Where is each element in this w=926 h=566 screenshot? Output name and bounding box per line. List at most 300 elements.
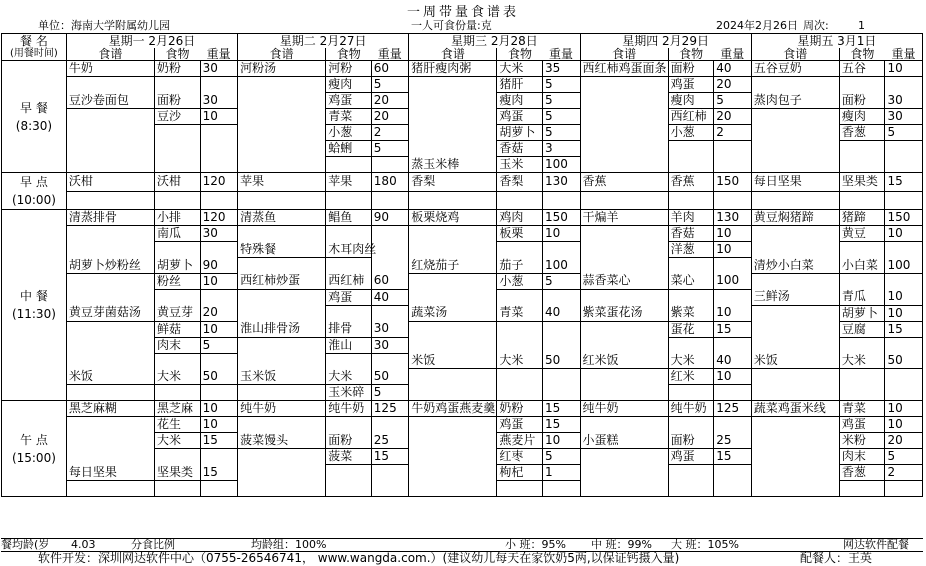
ingredient-name	[154, 289, 200, 305]
dish-name	[751, 305, 839, 321]
dish-name	[66, 77, 154, 93]
ingredient-weight	[714, 385, 751, 401]
ingredient-name	[154, 141, 200, 157]
ingredient-weight: 50	[885, 353, 923, 369]
ingredient-name: 瘦肉	[839, 109, 885, 125]
ingredient-weight: 30	[371, 337, 408, 353]
ingredient-weight	[885, 191, 923, 210]
dish-name	[409, 433, 497, 449]
ingredient-weight: 10	[885, 305, 923, 321]
table-row	[2, 289, 923, 305]
dish-name	[66, 226, 154, 242]
dish-name	[409, 273, 497, 289]
ingredient-weight: 100	[543, 258, 580, 274]
dish-name	[238, 125, 326, 141]
dish-name	[409, 337, 497, 353]
ingredient-name: 菜心	[668, 273, 714, 289]
meal-name: 早 点	[20, 175, 48, 189]
dish-name: 特殊餐	[238, 242, 326, 258]
ingredient-weight: 2	[885, 465, 923, 481]
ingredient-weight	[543, 481, 580, 497]
dish-name	[409, 465, 497, 481]
ingredient-weight: 10	[885, 401, 923, 417]
dish-name: 小蛋糕	[580, 433, 668, 449]
ingredient-name	[839, 157, 885, 173]
ingredient-weight: 50	[371, 369, 408, 385]
ingredient-name: 豆沙	[154, 109, 200, 125]
meal-name: 午 点	[20, 432, 48, 447]
avg-age-value: 4.03	[71, 538, 96, 551]
ingredient-name: 小葱	[668, 125, 714, 141]
ingredient-name: 黄豆	[839, 226, 885, 242]
ingredient-weight	[200, 141, 237, 157]
dish-name	[66, 433, 154, 449]
ingredient-name	[326, 465, 372, 481]
ingredient-weight: 100	[885, 258, 923, 274]
ingredient-weight: 10	[714, 305, 751, 321]
table-row	[2, 321, 923, 337]
dish-name	[751, 465, 839, 481]
dish-name	[580, 258, 668, 274]
dish-name: 每日坚果	[66, 465, 154, 481]
ingredient-name	[497, 321, 543, 337]
ingredient-weight: 15	[714, 449, 751, 465]
ingredient-name: 面粉	[326, 433, 372, 449]
table-row	[2, 337, 923, 353]
ingredient-weight: 50	[200, 369, 237, 385]
meal-label	[2, 173, 67, 210]
header-row-columns	[2, 48, 923, 61]
ingredient-weight	[543, 242, 580, 258]
ingredient-weight: 25	[371, 433, 408, 449]
ingredient-name	[326, 305, 372, 321]
dish-name: 菠菜馒头	[238, 433, 326, 449]
dish-name	[238, 337, 326, 353]
ingredient-name: 排骨	[326, 321, 372, 337]
small-class-ratio: 小 班：95%	[505, 538, 566, 551]
ingredient-name: 鲜菇	[154, 321, 200, 337]
ingredient-name: 淮山	[326, 337, 372, 353]
ingredient-name	[839, 77, 885, 93]
ingredient-name: 香菇	[497, 141, 543, 157]
ingredient-name: 坚果类	[154, 465, 200, 481]
ingredient-weight: 100	[543, 157, 580, 173]
week-label: 周次:	[803, 19, 829, 32]
dish-name	[751, 481, 839, 497]
dish-name	[580, 337, 668, 353]
ingredient-weight	[371, 305, 408, 321]
table-row	[2, 273, 923, 289]
ingredient-name: 河粉	[326, 61, 372, 77]
column-header-ingredient: 食物	[668, 48, 714, 61]
ingredient-name: 香菇	[668, 226, 714, 242]
ingredient-name: 花生	[154, 417, 200, 433]
dish-name: 西红柿鸡蛋面条	[580, 61, 668, 77]
ingredient-weight: 150	[714, 173, 751, 192]
dish-name	[751, 273, 839, 289]
ingredient-weight	[885, 369, 923, 385]
ingredient-weight: 5	[200, 337, 237, 353]
ingredient-name: 西红柿	[326, 273, 372, 289]
dish-name	[66, 141, 154, 157]
dish-name	[751, 369, 839, 385]
dish-name: 五谷豆奶	[751, 61, 839, 77]
dish-name	[238, 93, 326, 109]
ingredient-weight: 10	[200, 109, 237, 125]
ingredient-weight	[200, 77, 237, 93]
ingredient-name: 燕麦片	[497, 433, 543, 449]
ingredient-weight: 40	[371, 289, 408, 305]
dish-name	[238, 109, 326, 125]
dish-name	[409, 141, 497, 157]
ingredient-weight: 180	[371, 173, 408, 192]
ingredient-weight: 15	[200, 465, 237, 481]
ingredient-name	[668, 157, 714, 173]
meal-time: (11:30)	[11, 307, 56, 321]
ingredient-weight	[714, 258, 751, 274]
ingredient-name	[154, 353, 200, 369]
dish-name: 清蒸鱼	[238, 210, 326, 226]
ingredient-name	[326, 226, 372, 242]
dish-name: 黄豆焖猪蹄	[751, 210, 839, 226]
ingredient-weight: 10	[200, 321, 237, 337]
table-row	[2, 109, 923, 125]
ingredient-name: 鸡蛋	[668, 449, 714, 465]
ingredient-name: 纯牛奶	[326, 401, 372, 417]
table-row	[2, 258, 923, 274]
ingredient-weight: 5	[714, 93, 751, 109]
ingredient-name	[154, 157, 200, 173]
ingredient-name: 奶粉	[154, 61, 200, 77]
table-row	[2, 465, 923, 481]
ingredient-name: 大米	[326, 369, 372, 385]
ingredient-name	[497, 385, 543, 401]
ingredient-weight	[714, 141, 751, 157]
ingredient-weight: 20	[714, 77, 751, 93]
dish-name	[238, 465, 326, 481]
ingredient-name: 板栗	[497, 226, 543, 242]
table-row	[2, 369, 923, 385]
ingredient-weight: 60	[371, 273, 408, 289]
dish-name	[580, 77, 668, 93]
ingredient-name: 坚果类	[839, 173, 885, 192]
dish-name	[238, 417, 326, 433]
table-row	[2, 93, 923, 109]
ingredient-weight: 15	[543, 417, 580, 433]
dish-name	[238, 481, 326, 497]
ingredient-name	[154, 481, 200, 497]
avg-age-label: 餐均龄(岁	[1, 538, 50, 551]
ingredient-weight: 25	[714, 433, 751, 449]
dish-name	[409, 242, 497, 258]
ingredient-weight	[714, 337, 751, 353]
ingredient-name: 鸡蛋	[326, 93, 372, 109]
dish-name: 蔬菜汤	[409, 305, 497, 321]
dish-name: 清蒸排骨	[66, 210, 154, 226]
table-row	[2, 61, 923, 77]
ingredient-weight	[714, 465, 751, 481]
dish-name	[238, 449, 326, 465]
column-header-qty: 重量	[371, 48, 408, 61]
ingredient-name: 苹果	[326, 173, 372, 192]
dish-name	[409, 481, 497, 497]
dish-name: 米饭	[751, 353, 839, 369]
meal-name: 中 餐	[20, 289, 48, 303]
dish-name	[751, 337, 839, 353]
day-header: 星期三 2月28日	[409, 34, 580, 49]
dish-name	[409, 191, 497, 210]
per-person-label: 一人可食份量:克	[411, 19, 492, 32]
dish-name	[409, 385, 497, 401]
ingredient-name	[668, 417, 714, 433]
dish-name: 板栗烧鸡	[409, 210, 497, 226]
day-header: 星期一 2月26日	[66, 34, 237, 49]
ingredient-name: 青菜	[326, 109, 372, 125]
ingredient-weight	[371, 157, 408, 173]
dish-name	[751, 417, 839, 433]
column-header-ingredient: 食物	[154, 48, 200, 61]
ingredient-name: 青菜	[497, 305, 543, 321]
dish-name	[409, 109, 497, 125]
ingredient-weight: 50	[543, 353, 580, 369]
column-header-dish: 食谱	[238, 48, 326, 61]
page-title: 一周带量食谱表	[406, 5, 519, 20]
column-header-ingredient: 食物	[326, 48, 372, 61]
dish-name	[66, 353, 154, 369]
dish-name	[66, 481, 154, 497]
menu-table	[1, 33, 923, 497]
ingredient-weight: 90	[371, 210, 408, 226]
dish-name: 纯牛奶	[238, 401, 326, 417]
ingredient-name	[154, 77, 200, 93]
ingredient-weight	[200, 289, 237, 305]
ingredient-weight: 20	[714, 109, 751, 125]
table-row	[2, 141, 923, 157]
ingredient-weight: 30	[371, 321, 408, 337]
dish-name	[751, 226, 839, 242]
ingredient-name	[326, 417, 372, 433]
meal-time: (8:30)	[15, 118, 53, 133]
ingredient-weight	[714, 157, 751, 173]
ingredient-weight	[714, 481, 751, 497]
ingredient-weight: 150	[543, 210, 580, 226]
ingredient-weight: 30	[200, 226, 237, 242]
ingredient-name	[497, 289, 543, 305]
ingredient-name: 小葱	[326, 125, 372, 141]
ingredient-weight: 5	[371, 141, 408, 157]
credits-bar	[0, 550, 926, 566]
ingredient-name: 胡萝卜	[839, 305, 885, 321]
dish-name	[580, 242, 668, 258]
meal-label	[2, 210, 67, 401]
ingredient-weight: 120	[200, 173, 237, 192]
ingredient-name: 蛤蜊	[326, 141, 372, 157]
dish-name	[751, 242, 839, 258]
dish-name: 红烧茄子	[409, 258, 497, 274]
dish-name	[580, 289, 668, 305]
dish-name	[238, 157, 326, 173]
ingredient-name: 面粉	[154, 93, 200, 109]
dish-name: 胡萝卜炒粉丝	[66, 258, 154, 274]
ingredient-weight: 40	[714, 61, 751, 77]
dish-name: 苹果	[238, 173, 326, 192]
dish-name: 干煸羊	[580, 210, 668, 226]
table-row	[2, 125, 923, 141]
dish-name	[66, 289, 154, 305]
ingredient-weight: 15	[543, 401, 580, 417]
ingredient-weight	[885, 157, 923, 173]
dish-name	[580, 93, 668, 109]
table-row	[2, 305, 923, 321]
dish-name	[580, 369, 668, 385]
dish-name	[66, 337, 154, 353]
ingredient-name: 大米	[154, 433, 200, 449]
ingredient-weight	[200, 481, 237, 497]
ingredient-weight: 15	[714, 321, 751, 337]
ingredient-name: 小排	[154, 210, 200, 226]
unit-label: 单位：海南大学附属幼儿园	[38, 19, 170, 32]
dish-name	[580, 191, 668, 210]
ingredient-weight: 125	[371, 401, 408, 417]
table-row	[2, 385, 923, 401]
ingredient-weight: 10	[885, 417, 923, 433]
meal-label	[2, 401, 67, 497]
dish-name	[580, 449, 668, 465]
software-dev-note: 软件开发：深圳网达软件中心（0755-26546741， www.wangda.com.）(建议幼儿每天在家饮奶5两,以保证钙摄入量)	[38, 551, 680, 565]
dish-name: 猪肝瘦肉粥	[409, 61, 497, 77]
dish-name	[66, 449, 154, 465]
ingredient-weight: 20	[200, 305, 237, 321]
dish-name	[409, 77, 497, 93]
column-header-dish: 食谱	[751, 48, 839, 61]
dish-name	[238, 77, 326, 93]
dish-name	[66, 242, 154, 258]
ingredient-name: 鸡蛋	[839, 417, 885, 433]
ingredient-name: 大米	[497, 61, 543, 77]
ingredient-name	[154, 242, 200, 258]
ingredient-weight	[371, 191, 408, 210]
dish-name	[580, 385, 668, 401]
dish-name: 紫菜蛋花汤	[580, 305, 668, 321]
ingredient-weight	[885, 481, 923, 497]
ingredient-weight: 5	[543, 109, 580, 125]
ingredient-name: 红米	[668, 369, 714, 385]
table-row	[2, 210, 923, 226]
ingredient-name: 大米	[497, 353, 543, 369]
table-row	[2, 433, 923, 449]
ingredient-weight	[200, 157, 237, 173]
day-header: 星期二 2月27日	[238, 34, 409, 49]
dish-name: 沃柑	[66, 173, 154, 192]
ingredient-weight	[371, 481, 408, 497]
dish-name	[66, 157, 154, 173]
ingredient-weight: 10	[714, 242, 751, 258]
ingredient-name: 香葱	[839, 465, 885, 481]
age-group-ratio: 均龄组：100%	[251, 538, 327, 551]
dish-name: 牛奶	[66, 61, 154, 77]
dish-name	[580, 109, 668, 125]
table-row	[2, 242, 923, 258]
column-header-dish: 食谱	[409, 48, 497, 61]
ingredient-name: 鸡蛋	[668, 77, 714, 93]
ingredient-name	[668, 141, 714, 157]
ingredient-name	[497, 191, 543, 210]
dish-name: 米饭	[409, 353, 497, 369]
ingredient-weight: 40	[543, 305, 580, 321]
ingredient-name: 香蕉	[668, 173, 714, 192]
ingredient-name: 瘦肉	[668, 93, 714, 109]
ingredient-name: 羊肉	[668, 210, 714, 226]
ingredient-weight	[371, 258, 408, 274]
ingredient-weight	[543, 321, 580, 337]
ingredient-name: 五谷	[839, 61, 885, 77]
ingredient-weight	[885, 385, 923, 401]
ingredient-weight	[543, 369, 580, 385]
dish-name: 蒜香菜心	[580, 273, 668, 289]
dish-name: 蒸肉包子	[751, 93, 839, 109]
dish-name: 淮山排骨汤	[238, 321, 326, 337]
dish-name	[66, 109, 154, 125]
preparer-label: 配餐人：王英	[800, 551, 873, 565]
column-header-qty: 重量	[200, 48, 237, 61]
ingredient-name: 纯牛奶	[668, 401, 714, 417]
ingredient-name: 紫菜	[668, 305, 714, 321]
dish-name: 纯牛奶	[580, 401, 668, 417]
ingredient-weight: 30	[200, 93, 237, 109]
dish-name: 三鲜汤	[751, 289, 839, 305]
table-row	[2, 417, 923, 433]
dish-name	[66, 417, 154, 433]
ingredient-name: 小葱	[497, 273, 543, 289]
ingredient-weight	[885, 141, 923, 157]
ingredient-name	[326, 157, 372, 173]
column-header-ingredient: 食物	[839, 48, 885, 61]
ingredient-weight	[885, 242, 923, 258]
ingredient-weight	[200, 242, 237, 258]
ingredient-name: 大米	[839, 353, 885, 369]
ingredient-weight	[714, 191, 751, 210]
ingredient-weight: 30	[885, 109, 923, 125]
table-row	[2, 226, 923, 242]
ingredient-name: 鲳鱼	[326, 210, 372, 226]
ingredient-weight: 15	[885, 173, 923, 192]
ingredient-name: 黄豆芽	[154, 305, 200, 321]
ingredient-name	[839, 385, 885, 401]
ingredient-name: 大米	[154, 369, 200, 385]
ingredient-weight: 15	[200, 433, 237, 449]
ingredient-name	[668, 337, 714, 353]
dish-name: 蔬菜鸡蛋米线	[751, 401, 839, 417]
dish-name	[238, 305, 326, 321]
ingredient-name: 鸡蛋	[497, 417, 543, 433]
dish-name	[751, 109, 839, 125]
ingredient-weight: 5	[885, 125, 923, 141]
ingredient-name: 鸡蛋	[497, 109, 543, 125]
ingredient-name	[668, 465, 714, 481]
ingredient-name: 蛋花	[668, 321, 714, 337]
ingredient-name: 肉末	[154, 337, 200, 353]
ingredient-name: 青菜	[839, 401, 885, 417]
ingredient-name: 菠菜	[326, 449, 372, 465]
dish-name	[238, 191, 326, 210]
ingredient-name	[154, 191, 200, 210]
dish-name	[409, 289, 497, 305]
ingredient-weight: 5	[371, 77, 408, 93]
dish-name	[409, 417, 497, 433]
ingredient-weight: 5	[543, 77, 580, 93]
ingredient-weight: 150	[885, 210, 923, 226]
ingredient-weight	[200, 125, 237, 141]
